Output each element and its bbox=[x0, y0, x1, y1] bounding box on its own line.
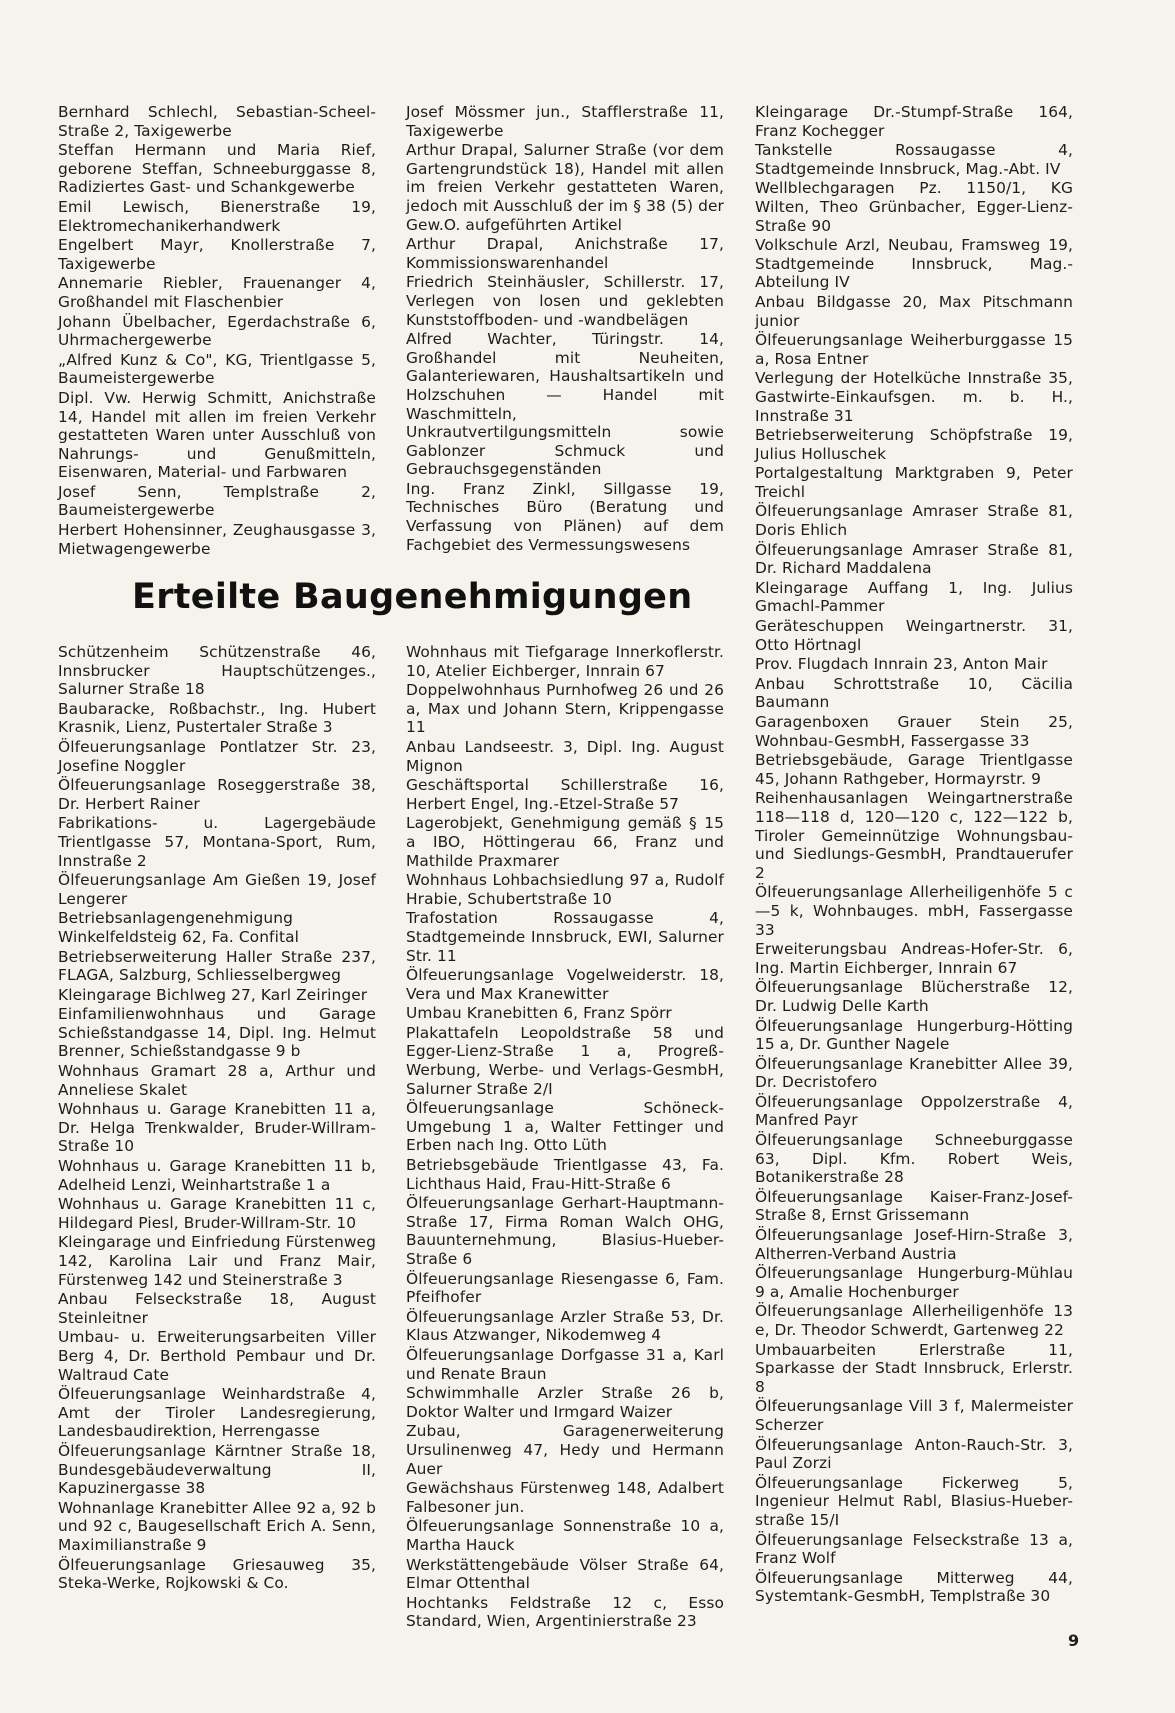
list-item: Betriebserweiterung Haller Straße 237, FLAGA, Salzburg, Schliesselbergweg bbox=[58, 947, 376, 985]
list-item: Ölfeuerungsanlage Amraser Straße 81, Doris Ehlich bbox=[755, 502, 1073, 540]
list-item: Umbau Kranebitten 6, Franz Spörr bbox=[406, 1004, 672, 1023]
list-item: Fabrikations- u. Lagergebäude Trientlgasse 57, Montana-Sport, Rum, Innstraße 2 bbox=[58, 814, 376, 870]
right-column bbox=[755, 103, 1073, 1607]
list-item: Ölfeuerungsanlage Oppolzerstraße 4, Manfred Payr bbox=[755, 1092, 1073, 1130]
list-item: Wellblechgaragen Pz. 1150/1, KG Wilten, Theo Grünbacher, Egger-Lienz-Straße 90 bbox=[755, 179, 1073, 235]
list-item: Ölfeuerungsanlage Pontlatzer Str. 23, Josefine Noggler bbox=[58, 737, 376, 775]
list-item: Hochtanks Feldstraße 12 c, Esso Standard, Wien, Argentinierstraße 23 bbox=[406, 1593, 724, 1631]
list-item: Ölfeuerungsanlage Griesauweg 35, Steka-Werke, Rojkowski & Co. bbox=[58, 1555, 376, 1593]
list-item: Trafostation Rossaugasse 4, Stadtgemeinde Innsbruck, EWI, Salurner Str. 11 bbox=[406, 909, 724, 965]
list-item: Einfamilienwohnhaus und Garage Schießstandgasse 14, Dipl. Ing. Helmut Brenner, Schießstandgasse 9 b bbox=[58, 1005, 376, 1061]
list-item: Anbau Landseestr. 3, Dipl. Ing. August Mignon bbox=[406, 737, 724, 775]
list-item: Kleingarage Bichlweg 27, Karl Zeiringer bbox=[58, 985, 368, 1004]
list-item: Ölfeuerungsanlage Riesengasse 6, Fam. Pfeifhofer bbox=[406, 1269, 724, 1307]
list-item: Umbauarbeiten Erlerstraße 11, Sparkasse der Stadt Innsbruck, Erlerstr. 8 bbox=[755, 1340, 1073, 1396]
list-item: Anbau Schrottstraße 10, Cäcilia Baumann bbox=[755, 674, 1073, 712]
list-item: Ölfeuerungsanlage Fickerweg 5, Ingenieur Helmut Rabl, Blasius-Hueber-straße 15/I bbox=[755, 1473, 1073, 1529]
list-item: Engelbert Mayr, Knollerstraße 7, Taxigewerbe bbox=[58, 236, 376, 273]
list-item: Kleingarage und Einfriedung Fürstenweg 142, Karolina Lair und Franz Mair, Fürstenweg 142 und Steinerstraße 3 bbox=[58, 1233, 376, 1289]
list-item: Wohnhaus u. Garage Kranebitten 11 a, Dr. Helga Trenkwalder, Bruder-Willram-Straße 10 bbox=[58, 1100, 376, 1156]
list-item: Wohnhaus mit Tiefgarage Innerkoflerstr. 10, Atelier Eichberger, Innrain 67 bbox=[406, 643, 724, 680]
list-item: Emil Lewisch, Bienerstraße 19, Elektromechanikerhandwerk bbox=[58, 197, 376, 235]
list-item: Ölfeuerungsanlage Schöneck-Umgebung 1 a, Walter Fettinger und Erben nach Ing. Otto Lüth bbox=[406, 1099, 724, 1155]
list-item: Ölfeuerungsanlage Josef-Hirn-Straße 3, Altherren-Verband Austria bbox=[755, 1226, 1073, 1263]
list-item: Betriebserweiterung Schöpfstraße 19, Julius Holluschek bbox=[755, 426, 1073, 463]
list-item: Prov. Flugdach Innrain 23, Anton Mair bbox=[755, 655, 1048, 674]
list-item: Ölfeuerungsanlage Felseckstraße 13 a, Franz Wolf bbox=[755, 1530, 1073, 1568]
list-item: Josef Mössmer jun., Stafflerstraße 11, Taxigewerbe bbox=[406, 103, 724, 140]
list-item: Verlegung der Hotelküche Innstraße 35, Gastwirte-Einkaufsgen. m. b. H., Innstraße 31 bbox=[755, 369, 1073, 425]
list-item: Erweiterungsbau Andreas-Hofer-Str. 6, Ing. Martin Eichberger, Innrain 67 bbox=[755, 940, 1073, 977]
list-item: Ölfeuerungsanlage Allerheiligenhöfe 13 e, Dr. Theodor Schwerdt, Gartenweg 22 bbox=[755, 1302, 1073, 1339]
list-item: Johann Übelbacher, Egerdachstraße 6, Uhrmachergewerbe bbox=[58, 312, 376, 350]
list-item: Ölfeuerungsanlage Weinhardstraße 4, Amt der Tiroler Landesregierung, Landesbaudirektion, Herrengasse bbox=[58, 1385, 376, 1441]
list-item: Kleingarage Dr.-Stumpf-Straße 164, Franz Kochegger bbox=[755, 103, 1073, 140]
list-item: Ölfeuerungsanlage Kaiser-Franz-Josef-Straße 8, Ernst Grissemann bbox=[755, 1187, 1073, 1225]
list-item: Josef Senn, Templstraße 2, Baumeistergewerbe bbox=[58, 482, 376, 520]
list-item: Umbau- u. Erweiterungsarbeiten Viller Berg 4, Dr. Berthold Pembaur und Dr. Waltraud Cate bbox=[58, 1328, 376, 1384]
list-item: Baubaracke, Roßbachstr., Ing. Hubert Krasnik, Lienz, Pustertaler Straße 3 bbox=[58, 699, 376, 737]
list-item: Ölfeuerungsanlage Hungerburg-Hötting 15 a, Dr. Gunther Nagele bbox=[755, 1016, 1073, 1054]
list-item: Wohnhaus Gramart 28 a, Arthur und Anneliese Skalet bbox=[58, 1062, 376, 1099]
bottom-column-2 bbox=[406, 643, 724, 1632]
list-item: Steffan Hermann und Maria Rief, geborene Steffan, Schneeburggasse 8, Radiziertes Gast- und Schankgewerbe bbox=[58, 141, 376, 197]
list-item: Wohnhaus u. Garage Kranebitten 11 c, Hildegard Piesl, Bruder-Willram-Str. 10 bbox=[58, 1195, 376, 1232]
list-item: Annemarie Riebler, Frauenanger 4, Großhandel mit Flaschenbier bbox=[58, 274, 376, 311]
list-item: Ölfeuerungsanlage Hungerburg-Mühlau 9 a, Amalie Hochenburger bbox=[755, 1264, 1073, 1301]
page-number: 9 bbox=[1068, 1631, 1080, 1650]
list-item: Dipl. Vw. Herwig Schmitt, Anichstraße 14, Handel mit allen im freien Verkehr gestatteten Waren unter Ausschluß von Nahrungs- und Genußmitteln, Eisenwaren, Material- und Farbwaren bbox=[58, 388, 376, 482]
list-item: Ölfeuerungsanlage Allerheiligenhöfe 5 c—5 k, Wohnbauges. mbH, Fassergasse 33 bbox=[755, 883, 1073, 939]
list-item: Wohnhaus Lohbachsiedlung 97 a, Rudolf Hrabie, Schubertstraße 10 bbox=[406, 871, 724, 908]
list-item: Arthur Drapal, Anichstraße 17, Kommissionswarenhandel bbox=[406, 235, 724, 272]
list-item: Friedrich Steinhäusler, Schillerstr. 17, Verlegen von losen und geklebten Kunststoffboden- und -wandbelägen bbox=[406, 273, 724, 329]
bottom-column-1 bbox=[58, 643, 376, 1594]
list-item: Kleingarage Auffang 1, Ing. Julius Gmachl-Pammer bbox=[755, 578, 1073, 616]
list-item: Ölfeuerungsanlage Kranebitter Allee 39, Dr. Decristofero bbox=[755, 1054, 1073, 1092]
list-item: Plakattafeln Leopoldstraße 58 und Egger-Lienz-Straße 1 a, Progreß-Werbung, Werbe- und Verlags-GesmbH, Salurner Straße 2/I bbox=[406, 1023, 724, 1098]
list-item: Reihenhausanlagen Weingartnerstraße 118—118 d, 120—120 c, 122—122 b, Tiroler Gemeinnützige Wohnungsbau- und Siedlungs-GesmbH, Prandtauerufer 2 bbox=[755, 789, 1073, 882]
list-item: Anbau Bildgasse 20, Max Pitschmann junior bbox=[755, 292, 1073, 330]
list-item: Alfred Wachter, Türingstr. 14, Großhandel mit Neuheiten, Galanteriewaren, Haushaltsartikeln und Holzschuhen — Handel mit Waschmitteln, Unkrautvertilgungsmitteln sowie Gablonzer Schmuck und Gebrauchsgegenständen bbox=[406, 330, 724, 479]
list-item: Ölfeuerungsanlage Sonnenstraße 10 a, Martha Hauck bbox=[406, 1517, 724, 1554]
top-column-1 bbox=[58, 103, 376, 559]
list-item: Wohnhaus u. Garage Kranebitten 11 b, Adelheid Lenzi, Weinhartstraße 1 a bbox=[58, 1157, 376, 1194]
list-item: Ölfeuerungsanlage Vill 3 f, Malermeister Scherzer bbox=[755, 1397, 1073, 1434]
list-item: Schützenheim Schützenstraße 46, Innsbrucker Hauptschützenges., Salurner Straße 18 bbox=[58, 643, 376, 699]
list-item: Geschäftsportal Schillerstraße 16, Herbert Engel, Ing.-Etzel-Straße 57 bbox=[406, 776, 724, 813]
list-item: Geräteschuppen Weingartnerstr. 31, Otto Hörtnagl bbox=[755, 617, 1073, 654]
list-item: Ölfeuerungsanlage Roseggerstraße 38, Dr. Herbert Rainer bbox=[58, 776, 376, 813]
list-item: Doppelwohnhaus Purnhofweg 26 und 26 a, Max und Johann Stern, Krippengasse 11 bbox=[406, 681, 724, 737]
list-item: Ölfeuerungsanlage Dorfgasse 31 a, Karl und Renate Braun bbox=[406, 1345, 724, 1383]
top-column-2 bbox=[406, 103, 724, 555]
list-item: Werkstättengebäude Völser Straße 64, Elmar Ottenthal bbox=[406, 1555, 724, 1593]
list-item: Ölfeuerungsanlage Mitterweg 44, Systemtank-GesmbH, Templstraße 30 bbox=[755, 1568, 1073, 1606]
list-item: Ölfeuerungsanlage Anton-Rauch-Str. 3, Paul Zorzi bbox=[755, 1435, 1073, 1473]
list-item: Volkschule Arzl, Neubau, Framsweg 19, Stadtgemeinde Innsbruck, Mag.-Abteilung IV bbox=[755, 236, 1073, 292]
list-item: Ölfeuerungsanlage Amraser Straße 81, Dr. Richard Maddalena bbox=[755, 540, 1073, 578]
list-item: Bernhard Schlechl, Sebastian-Scheel-Straße 2, Taxigewerbe bbox=[58, 103, 376, 140]
section-heading: Erteilte Baugenehmigungen bbox=[132, 577, 693, 617]
list-item: Anbau Felseckstraße 18, August Steinleitner bbox=[58, 1290, 376, 1327]
list-item: „Alfred Kunz & Co", KG, Trientlgasse 5, Baumeistergewerbe bbox=[58, 350, 376, 388]
list-item: Betriebsgebäude, Garage Trientlgasse 45, Johann Rathgeber, Hormayrstr. 9 bbox=[755, 751, 1073, 788]
list-item: Ölfeuerungsanlage Weiherburggasse 15 a, Rosa Entner bbox=[755, 331, 1073, 368]
list-item: Tankstelle Rossaugasse 4, Stadtgemeinde Innsbruck, Mag.-Abt. IV bbox=[755, 141, 1073, 178]
list-item: Garagenboxen Grauer Stein 25, Wohnbau-GesmbH, Fassergasse 33 bbox=[755, 713, 1073, 750]
list-item: Arthur Drapal, Salurner Straße (vor dem Gartengrundstück 18), Handel mit allen im freien Verkehr gestatteten Waren, jedoch mit Ausschluß der im § 38 (5) der Gew.O. aufgeführten Artikel bbox=[406, 141, 724, 234]
list-item: Schwimmhalle Arzler Straße 26 b, Doktor Walter und Irmgard Waizer bbox=[406, 1384, 724, 1421]
list-item: Ölfeuerungsanlage Vogelweiderstr. 18, Vera und Max Kranewitter bbox=[406, 966, 724, 1003]
list-item: Zubau, Garagenerweiterung Ursulinenweg 47, Hedy und Hermann Auer bbox=[406, 1422, 724, 1478]
list-item: Ölfeuerungsanlage Blücherstraße 12, Dr. Ludwig Delle Karth bbox=[755, 978, 1073, 1015]
list-item: Ölfeuerungsanlage Gerhart-Hauptmann-Straße 17, Firma Roman Walch OHG, Bauunternehmung, Blasius-Hueber-Straße 6 bbox=[406, 1194, 724, 1268]
list-item: Portalgestaltung Marktgraben 9, Peter Treichl bbox=[755, 464, 1073, 501]
list-item: Ing. Franz Zinkl, Sillgasse 19, Technisches Büro (Beratung und Verfassung von Plänen) auf dem Fachgebiet des Vermessungswesens bbox=[406, 479, 724, 554]
list-item: Ölfeuerungsanlage Kärntner Straße 18, Bundesgebäudeverwaltung II, Kapuzinergasse 38 bbox=[58, 1441, 376, 1498]
list-item: Herbert Hohensinner, Zeughausgasse 3, Mietwagengewerbe bbox=[58, 521, 376, 558]
list-item: Ölfeuerungsanlage Am Gießen 19, Josef Lengerer bbox=[58, 871, 376, 908]
list-item: Lagerobjekt, Genehmigung gemäß § 15 a IBO, Höttingerau 66, Franz und Mathilde Praxmarer bbox=[406, 814, 724, 870]
list-item: Gewächshaus Fürstenweg 148, Adalbert Falbesoner jun. bbox=[406, 1479, 724, 1516]
list-item: Ölfeuerungsanlage Schneeburggasse 63, Dipl. Kfm. Robert Weis, Botanikerstraße 28 bbox=[755, 1131, 1073, 1187]
list-item: Ölfeuerungsanlage Arzler Straße 53, Dr. Klaus Atzwanger, Nikodemweg 4 bbox=[406, 1307, 724, 1345]
list-item: Wohnanlage Kranebitter Allee 92 a, 92 b und 92 c, Baugesellschaft Erich A. Senn, Maximilianstraße 9 bbox=[58, 1498, 376, 1554]
list-item: Betriebsgebäude Trientlgasse 43, Fa. Lichthaus Haid, Frau-Hitt-Straße 6 bbox=[406, 1156, 724, 1193]
list-item: Betriebsanlagengenehmigung Winkelfeldsteig 62, Fa. Confital bbox=[58, 909, 299, 946]
